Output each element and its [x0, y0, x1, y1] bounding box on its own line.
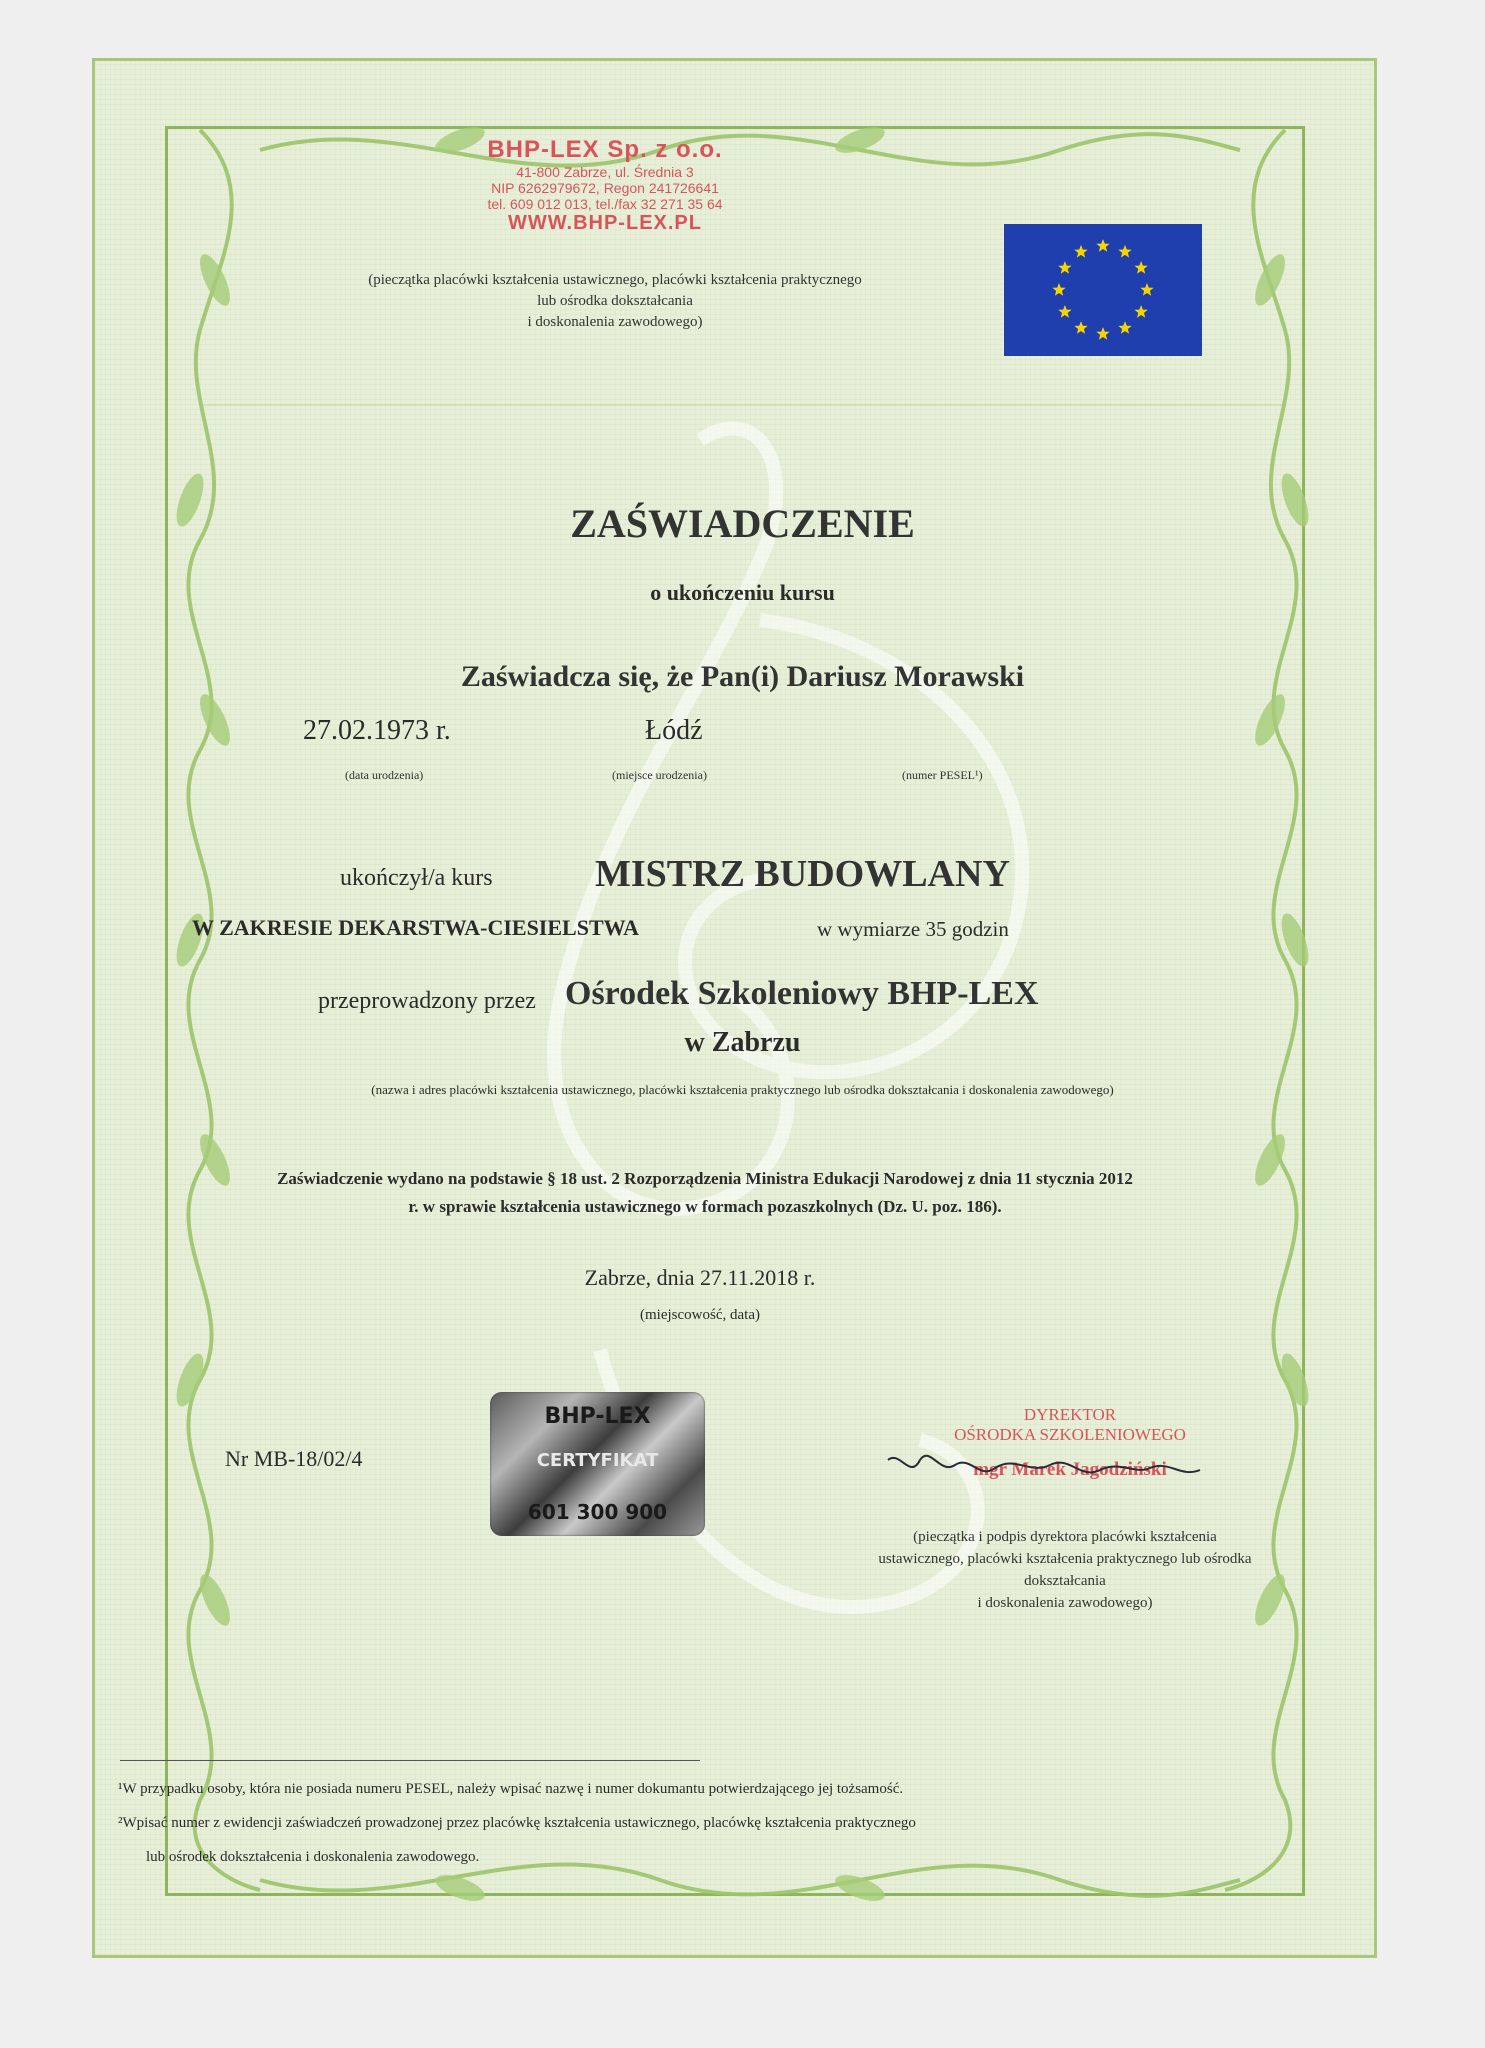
document-title: ZAŚWIADCZENIE	[570, 501, 915, 546]
stamp-caption-line: lub ośrodka dokształcania	[537, 293, 693, 309]
course-name: MISTRZ BUDOWLANY	[595, 853, 1010, 895]
certifies-name: Zaświadcza się, że Pan(i) Dariusz Morawski	[460, 660, 1025, 693]
signature-caption-line: i doskonalenia zawodowego)	[977, 1595, 1153, 1611]
eu-star-icon	[1052, 283, 1065, 296]
institution-name: Ośrodek Szkoleniowy BHP-LEX	[565, 975, 1039, 1012]
birth-date: 27.02.1973 r.	[303, 715, 451, 746]
legal-basis-line: Zaświadczenie wydano na podstawie § 18 ust. 2 Rozporządzenia Ministra Edukacji Narodowej z dnia 11 stycznia 2012	[277, 1169, 1133, 1188]
stamp-company-name: BHP-LEX Sp. z o.o.	[487, 136, 723, 163]
footnote-2-cont: lub ośrodek dokształcenia i doskonalenia zawodowego.	[146, 1849, 480, 1865]
legal-basis-line: r. w sprawie kształcenia ustawicznego w formach pozaszkolnych (Dz. U. poz. 186).	[408, 1197, 1002, 1216]
director-signature	[880, 1440, 1220, 1500]
eu-star-icon	[1134, 305, 1147, 318]
director-title: DYREKTOR	[1023, 1405, 1117, 1424]
signature-caption-line: dokształcania	[1024, 1573, 1106, 1589]
footnote-2: ²Wpisać numer z ewidencji zaświadczeń prowadzonej przez placówkę kształcenia ustawicznego, placówkę kształcenia praktycznego	[118, 1815, 916, 1831]
birth-date-label: (data urodzenia)	[345, 768, 424, 782]
eu-star-icon	[1058, 261, 1071, 274]
stamp-address: 41-800 Zabrze, ul. Średnia 3	[516, 164, 694, 180]
signature-caption-line: ustawicznego, placówki kształcenia praktycznego lub ośrodka	[878, 1551, 1252, 1567]
eu-star-icon	[1140, 283, 1153, 296]
legal-basis	[130, 1165, 1280, 1221]
director-name: mgr Marek Jagodziński	[973, 1459, 1167, 1480]
eu-star-icon	[1096, 239, 1109, 252]
footnote-1: ¹W przypadku osoby, która nie posiada numeru PESEL, należy wpisać nazwę i numer dokumantu potwierdzającego jej tożsamość.	[118, 1781, 904, 1797]
stamp-website: WWW.BHP-LEX.PL	[508, 212, 702, 234]
signature-caption-line: (pieczątka i podpis dyrektora placówki kształcenia	[913, 1529, 1217, 1545]
stamp-nip: NIP 6262979672, Regon 241726641	[491, 180, 719, 196]
stamp-caption-line: i doskonalenia zawodowego)	[527, 314, 703, 330]
eu-star-icon	[1118, 321, 1131, 334]
eu-star-icon	[1118, 245, 1131, 258]
place-date-caption: (miejscowość, data)	[640, 1307, 760, 1323]
eu-star-icon	[1074, 245, 1087, 258]
eu-star-icon	[1096, 327, 1109, 340]
hologram-brand: BHP-LEX	[544, 1404, 651, 1429]
eu-flag-icon	[1004, 224, 1202, 356]
stamp-caption	[270, 270, 960, 333]
birth-place-label: (miejsce urodzenia)	[612, 768, 707, 782]
institution-caption: (nazwa i adres placówki kształcenia ustawicznego, placówki kształcenia praktycznego lub ośrodka dokształcania i doskonalenia zawodowego)	[371, 1082, 1114, 1097]
birth-place: Łódź	[645, 715, 703, 746]
course-prefix: ukończył/a kurs	[340, 865, 493, 891]
institution-city: w Zabrzu	[684, 1027, 801, 1058]
company-stamp	[430, 136, 780, 235]
footnote-divider	[120, 1760, 700, 1761]
hologram-label: CERTYFIKAT	[536, 1450, 659, 1471]
stamp-phone: tel. 609 012 013, tel./fax 32 271 35 64	[487, 196, 723, 212]
place-date: Zabrze, dnia 27.11.2018 r.	[584, 1265, 816, 1290]
certificate-number: Nr MB-18/02/4	[225, 1446, 363, 1471]
eu-star-icon	[1058, 305, 1071, 318]
hologram-phone: 601 300 900	[527, 1500, 668, 1524]
eu-star-icon	[1074, 321, 1087, 334]
security-hologram	[490, 1392, 705, 1536]
eu-star-icon	[1134, 261, 1147, 274]
footnotes	[118, 1772, 1268, 1874]
document-subtitle: o ukończeniu kursu	[650, 580, 835, 605]
signature-caption	[845, 1526, 1285, 1614]
stamp-caption-line: (pieczątka placówki kształcenia ustawicznego, placówki kształcenia praktycznego	[368, 272, 862, 288]
pesel-label: (numer PESEL¹)	[902, 768, 983, 782]
director-org: OŚRODKA SZKOLENIOWEGO	[954, 1425, 1186, 1444]
course-scope: W ZAKRESIE DEKARSTWA-CIESIELSTWA	[192, 915, 640, 940]
course-hours: w wymiarze 35 godzin	[817, 917, 1009, 941]
conducted-prefix: przeprowadzony przez	[318, 988, 536, 1014]
